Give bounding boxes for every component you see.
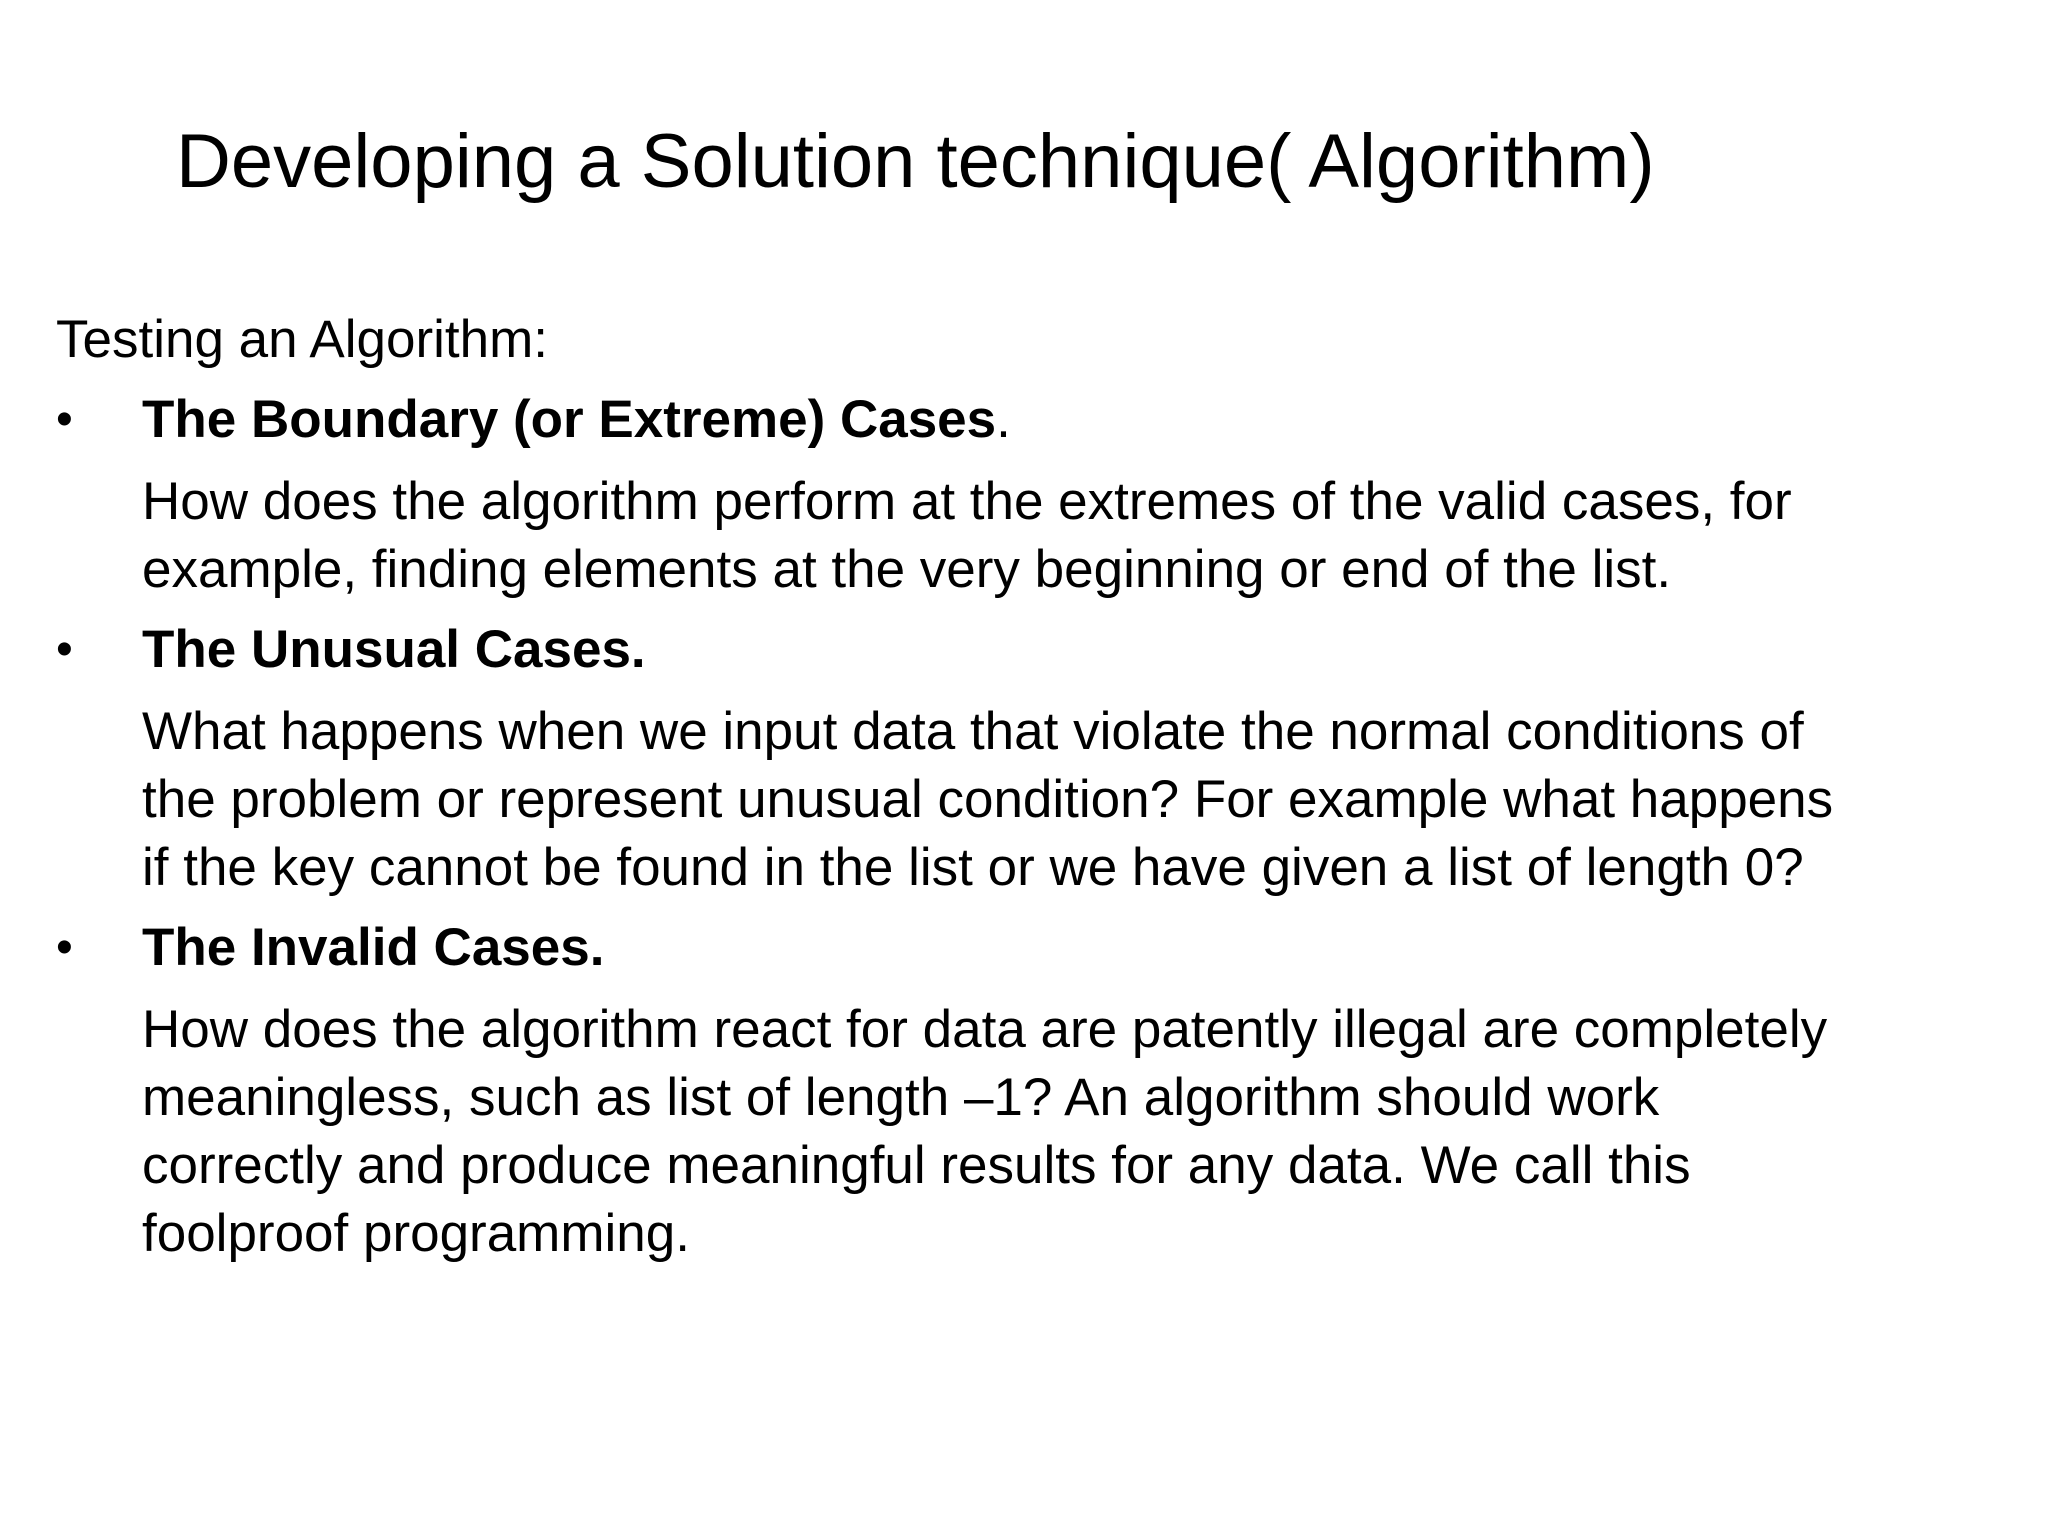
bullet-marker: • — [56, 623, 73, 676]
body-line: foolproof programming. — [142, 1204, 690, 1263]
body-line: the problem or represent unusual condition? For example what happens — [142, 770, 1834, 829]
bullet-marker: • — [56, 393, 73, 446]
bullet-body — [56, 996, 2016, 1268]
bullet-item-boundary — [56, 386, 2016, 454]
bullet-heading — [142, 616, 2016, 684]
bullet-heading-text: The Boundary (or Extreme) Cases — [142, 390, 997, 449]
body-line: correctly and produce meaningful results for any data. We call this — [142, 1136, 1691, 1195]
slide-content — [56, 306, 2016, 1280]
body-line: example, finding elements at the very beginning or end of the list. — [142, 540, 1672, 599]
bullet-body — [56, 468, 2016, 604]
bullet-heading-text: The Unusual Cases. — [142, 620, 646, 679]
body-line: What happens when we input data that violate the normal conditions of — [142, 702, 1804, 761]
bullet-item-invalid — [56, 914, 2016, 982]
bullet-heading — [142, 914, 2016, 982]
bullet-item-unusual — [56, 616, 2016, 684]
body-line: if the key cannot be found in the list or we have given a list of length 0? — [142, 838, 1804, 897]
bullet-heading-text: The Invalid Cases. — [142, 918, 605, 977]
bullet-heading — [142, 386, 2016, 454]
bullet-body — [56, 698, 2016, 902]
body-line: meaningless, such as list of length –1? An algorithm should work — [142, 1068, 1660, 1127]
bullet-marker: • — [56, 921, 73, 974]
body-line: How does the algorithm perform at the extremes of the valid cases, for — [142, 472, 1792, 531]
intro-text: Testing an Algorithm: — [56, 310, 548, 369]
bullet-heading-trail: . — [996, 390, 1011, 449]
slide-title: Developing a Solution technique( Algorithm) — [176, 119, 1655, 204]
body-line: How does the algorithm react for data are patently illegal are completely — [142, 1000, 1828, 1059]
